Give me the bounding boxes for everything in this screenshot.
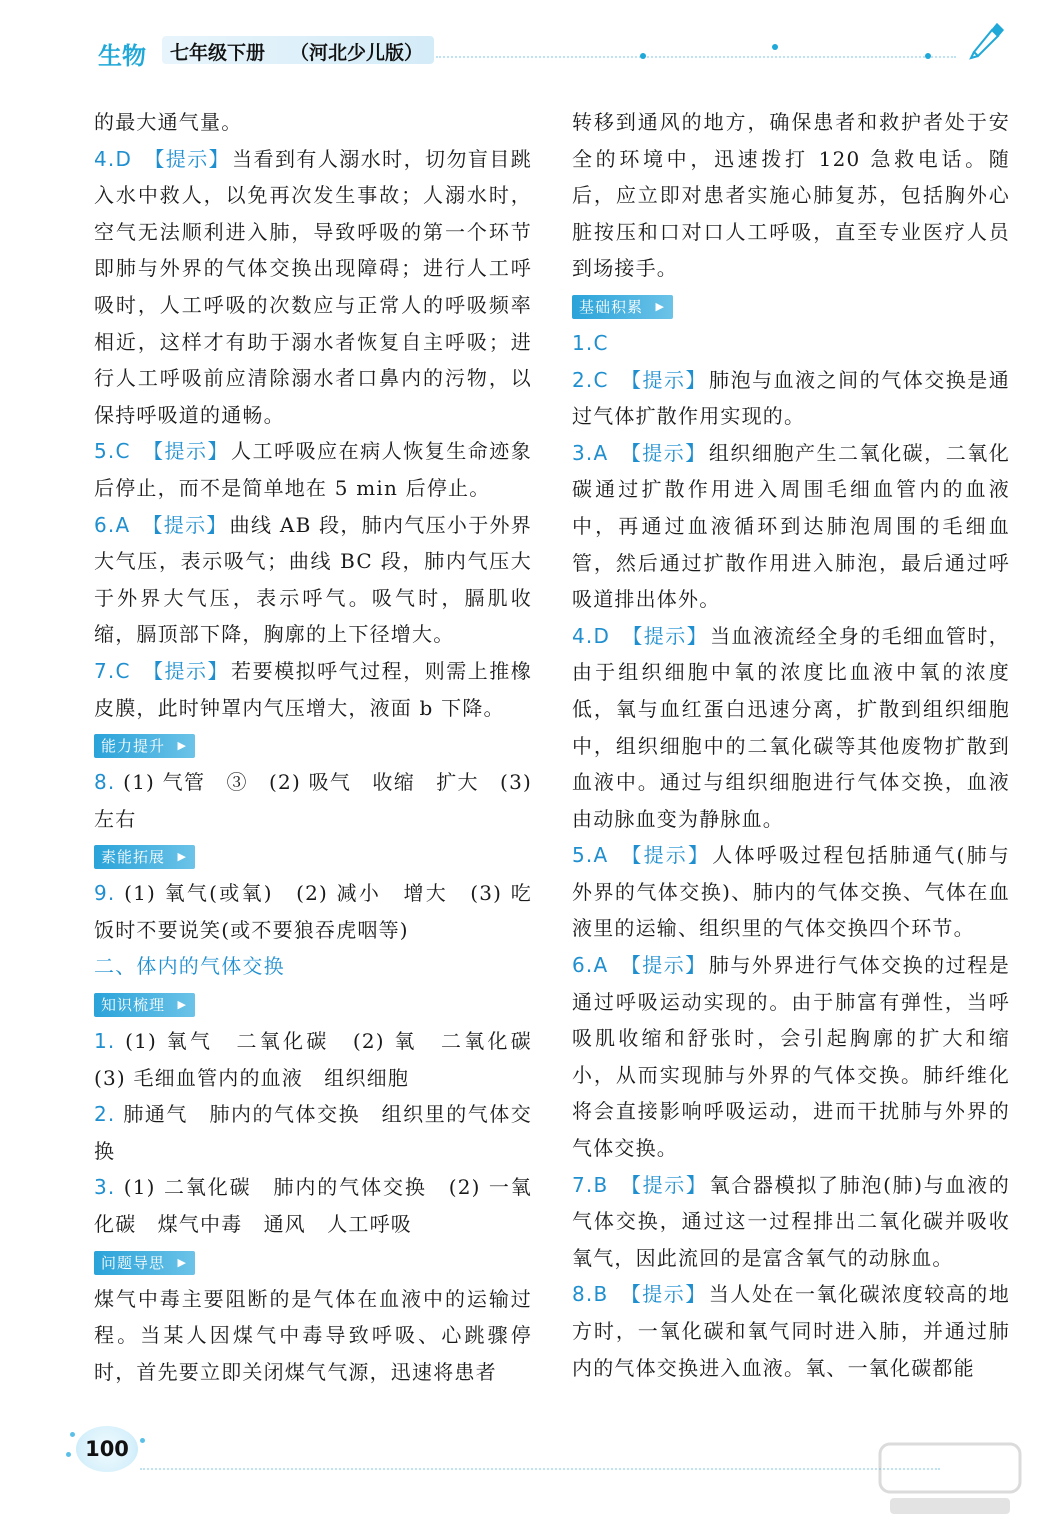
answer-item — [572, 618, 1010, 838]
answer-text: 人体呼吸过程包括肺通气(肺与外界的气体交换)、肺内的气体交换、气体在血液里的运输、组织里的气体交换四个环节。 — [572, 843, 1010, 941]
hint-label: 【提示】 — [142, 512, 228, 537]
answer-item — [94, 141, 532, 434]
left-column — [94, 104, 554, 1390]
answer-item — [94, 653, 532, 726]
answer-text: (1) 气管 ③ (2) 吸气 收缩 扩大 (3) 左右 — [94, 770, 532, 831]
hint-label: 【提示】 — [620, 1172, 708, 1197]
answer-number: 2.C — [572, 367, 609, 392]
answer-text: 曲线 AB 段，肺内气压小于外界大气压，表示吸气；曲线 BC 段，肺内气压大于外界大气压，表示呼气。吸气时，膈肌收缩，膈顶部下降，胸廓的上下径增大。 — [94, 512, 532, 647]
answer-number: 2. — [94, 1102, 116, 1127]
answer-number: 4.D — [94, 146, 133, 171]
answer-text: 肺与外界进行气体交换的过程是通过呼吸运动实现的。由于肺富有弹性，当呼吸肌收缩和舒张时，会引起胸廓的扩大和缩小，从而实现肺与外界的气体交换。肺纤维化将会直接影响呼吸运动，进而干扰肺与外界的气体交换。 — [572, 953, 1010, 1161]
answer-item — [572, 435, 1010, 618]
answer-item — [94, 1096, 532, 1169]
section-title: 二、体内的气体交换 — [94, 954, 285, 979]
page-number: 100 — [76, 1426, 138, 1472]
answer-number: 5.C — [94, 439, 131, 464]
answer-number: 7.B — [572, 1172, 609, 1197]
answer-number: 6.A — [572, 953, 609, 978]
answer-number: 9. — [94, 881, 116, 906]
hint-label: 【提示】 — [620, 1282, 707, 1307]
answer-text: 若要模拟呼气过程，则需上推橡皮膜，此时钟罩内气压增大，液面 b 下降。 — [94, 658, 532, 720]
section-badge: 能力提升 ▶ — [94, 734, 195, 758]
answer-item — [572, 1167, 1010, 1277]
footer-dot — [140, 1438, 145, 1443]
answer-text: 氧合器模拟了肺泡(肺)与血液的气体交换，通过这一过程排出二氧化碳并吸收氧气，因此流回的是富含氧气的动脉血。 — [572, 1172, 1010, 1270]
answer-text: 转移到通风的地方，确保患者和救护者处于安全的环境中，迅速拨打 120 急救电话。随后，应立即对患者实施心肺复苏，包括胸外心脏按压和口对口人工呼吸，直至专业医疗人员到场接手。 — [572, 110, 1010, 281]
answer-item — [572, 837, 1010, 947]
answer-number: 8.B — [572, 1282, 609, 1307]
section-badge: 素能拓展 ▶ — [94, 845, 195, 869]
answer-item — [572, 325, 1010, 362]
answer-text: (1) 氧气 二氧化碳 (2) 氧 二氧化碳 (3) 毛细血管内的血液 组织细胞 — [94, 1029, 554, 1090]
answer-item — [94, 875, 532, 948]
watermark-logo — [870, 1440, 1030, 1520]
answer-item — [572, 362, 1010, 435]
answer-number: 3. — [94, 1175, 116, 1200]
header-dot — [925, 53, 931, 59]
answer-item — [94, 764, 532, 837]
header-dot — [772, 44, 778, 50]
hint-label: 【提示】 — [620, 440, 707, 465]
hint-label: 【提示】 — [144, 146, 231, 171]
header-dotted-line — [436, 56, 956, 58]
hint-label: 【提示】 — [622, 623, 709, 648]
answer-number: 3.A — [572, 440, 609, 465]
answer-text: 当看到有人溺水时，切勿盲目跳入水中救人，以免再次发生事故；人溺水时，空气无法顺利进入肺，导致呼吸的第一个环节即肺与外界的气体交换出现障碍；进行人工呼吸时，人工呼吸的次数应与正常人的呼吸频率相近，这样才有助于溺水者恢复自主呼吸；进行人工呼吸前应清除溺水者口鼻内的污物，以保持呼吸道的通畅。 — [94, 146, 532, 427]
answer-item — [94, 1023, 554, 1096]
answer-item — [94, 507, 532, 653]
hint-label: 【提示】 — [142, 439, 230, 464]
answer-number: 4.D — [572, 623, 611, 648]
hint-label: 【提示】 — [620, 367, 708, 392]
section-badge: 问题导思 ▶ — [94, 1251, 195, 1275]
answer-text: 肺通气 肺内的气体交换 组织里的气体交换 — [94, 1102, 532, 1163]
answer-text: 人工呼吸应在病人恢复生命迹象后停止，而不是简单地在 5 min 后停止。 — [94, 439, 532, 500]
answer-item — [572, 1276, 1010, 1386]
answer-item — [94, 1169, 532, 1242]
edition-label: （河北少儿版） — [290, 42, 424, 64]
subject-label: 生物 — [98, 42, 146, 70]
footer-dot — [66, 1452, 71, 1457]
hint-label: 【提示】 — [620, 953, 707, 978]
answer-item — [572, 947, 1010, 1167]
answer-text: 煤气中毒主要阻断的是气体在血液中的运输过程。当某人因煤气中毒导致呼吸、心跳骤停时，首先要立即关闭煤气气源，迅速将患者 — [94, 1286, 532, 1384]
answer-number: 5.A — [572, 843, 609, 868]
answer-text: 组织细胞产生二氧化碳，二氧化碳通过扩散作用进入周围毛细血管内的血液中，再通过血液循环到达肺泡周围的毛细血管，然后通过扩散作用进入肺泡，最后通过呼吸道排出体外。 — [572, 440, 1010, 612]
pen-icon — [966, 20, 1006, 60]
right-column — [572, 104, 1010, 1386]
answer-number: 8. — [94, 770, 116, 795]
page-header — [0, 0, 1059, 80]
footer-dot — [70, 1432, 75, 1437]
answer-number: 1. — [94, 1029, 116, 1054]
answer-text: 肺泡与血液之间的气体交换是通过气体扩散作用实现的。 — [572, 367, 1010, 429]
header-dot — [640, 53, 646, 59]
answer-text: 当血液流经全身的毛细血管时，由于组织细胞中氧的浓度比血液中氧的浓度低，氧与血红蛋白迅速分离，扩散到组织细胞中，组织细胞中的二氧化碳等其他废物扩散到血液中。通过与组织细胞进行气体交换，血液由动脉血变为静脉血。 — [572, 623, 1010, 831]
answer-number: 7.C — [94, 658, 131, 683]
answer-number: 1.C — [572, 330, 609, 355]
answer-number: 6.A — [94, 512, 131, 537]
answer-text: 的最大通气量。 — [94, 110, 243, 134]
answer-item — [94, 433, 532, 506]
hint-label: 【提示】 — [620, 843, 711, 868]
answer-text: (1) 二氧化碳 肺内的气体交换 (2) 一氧化碳 煤气中毒 通风 人工呼吸 — [94, 1175, 532, 1237]
section-badge: 知识梳理 ▶ — [94, 993, 195, 1017]
section-badge: 基础积累 ▶ — [572, 295, 673, 319]
answer-text: 当人处在一氧化碳浓度较高的地方时，一氧化碳和氧气同时进入肺，并通过肺内的气体交换进入血液。氧、一氧化碳都能 — [572, 1282, 1010, 1380]
answer-text: (1) 氧气(或氧) (2) 减小 增大 (3) 吃饭时不要说笑(或不要狼吞虎咽等) — [94, 881, 532, 942]
grade-label: 七年级下册 — [170, 42, 266, 64]
footer-dotted-line — [140, 1468, 940, 1470]
hint-label: 【提示】 — [142, 658, 230, 683]
